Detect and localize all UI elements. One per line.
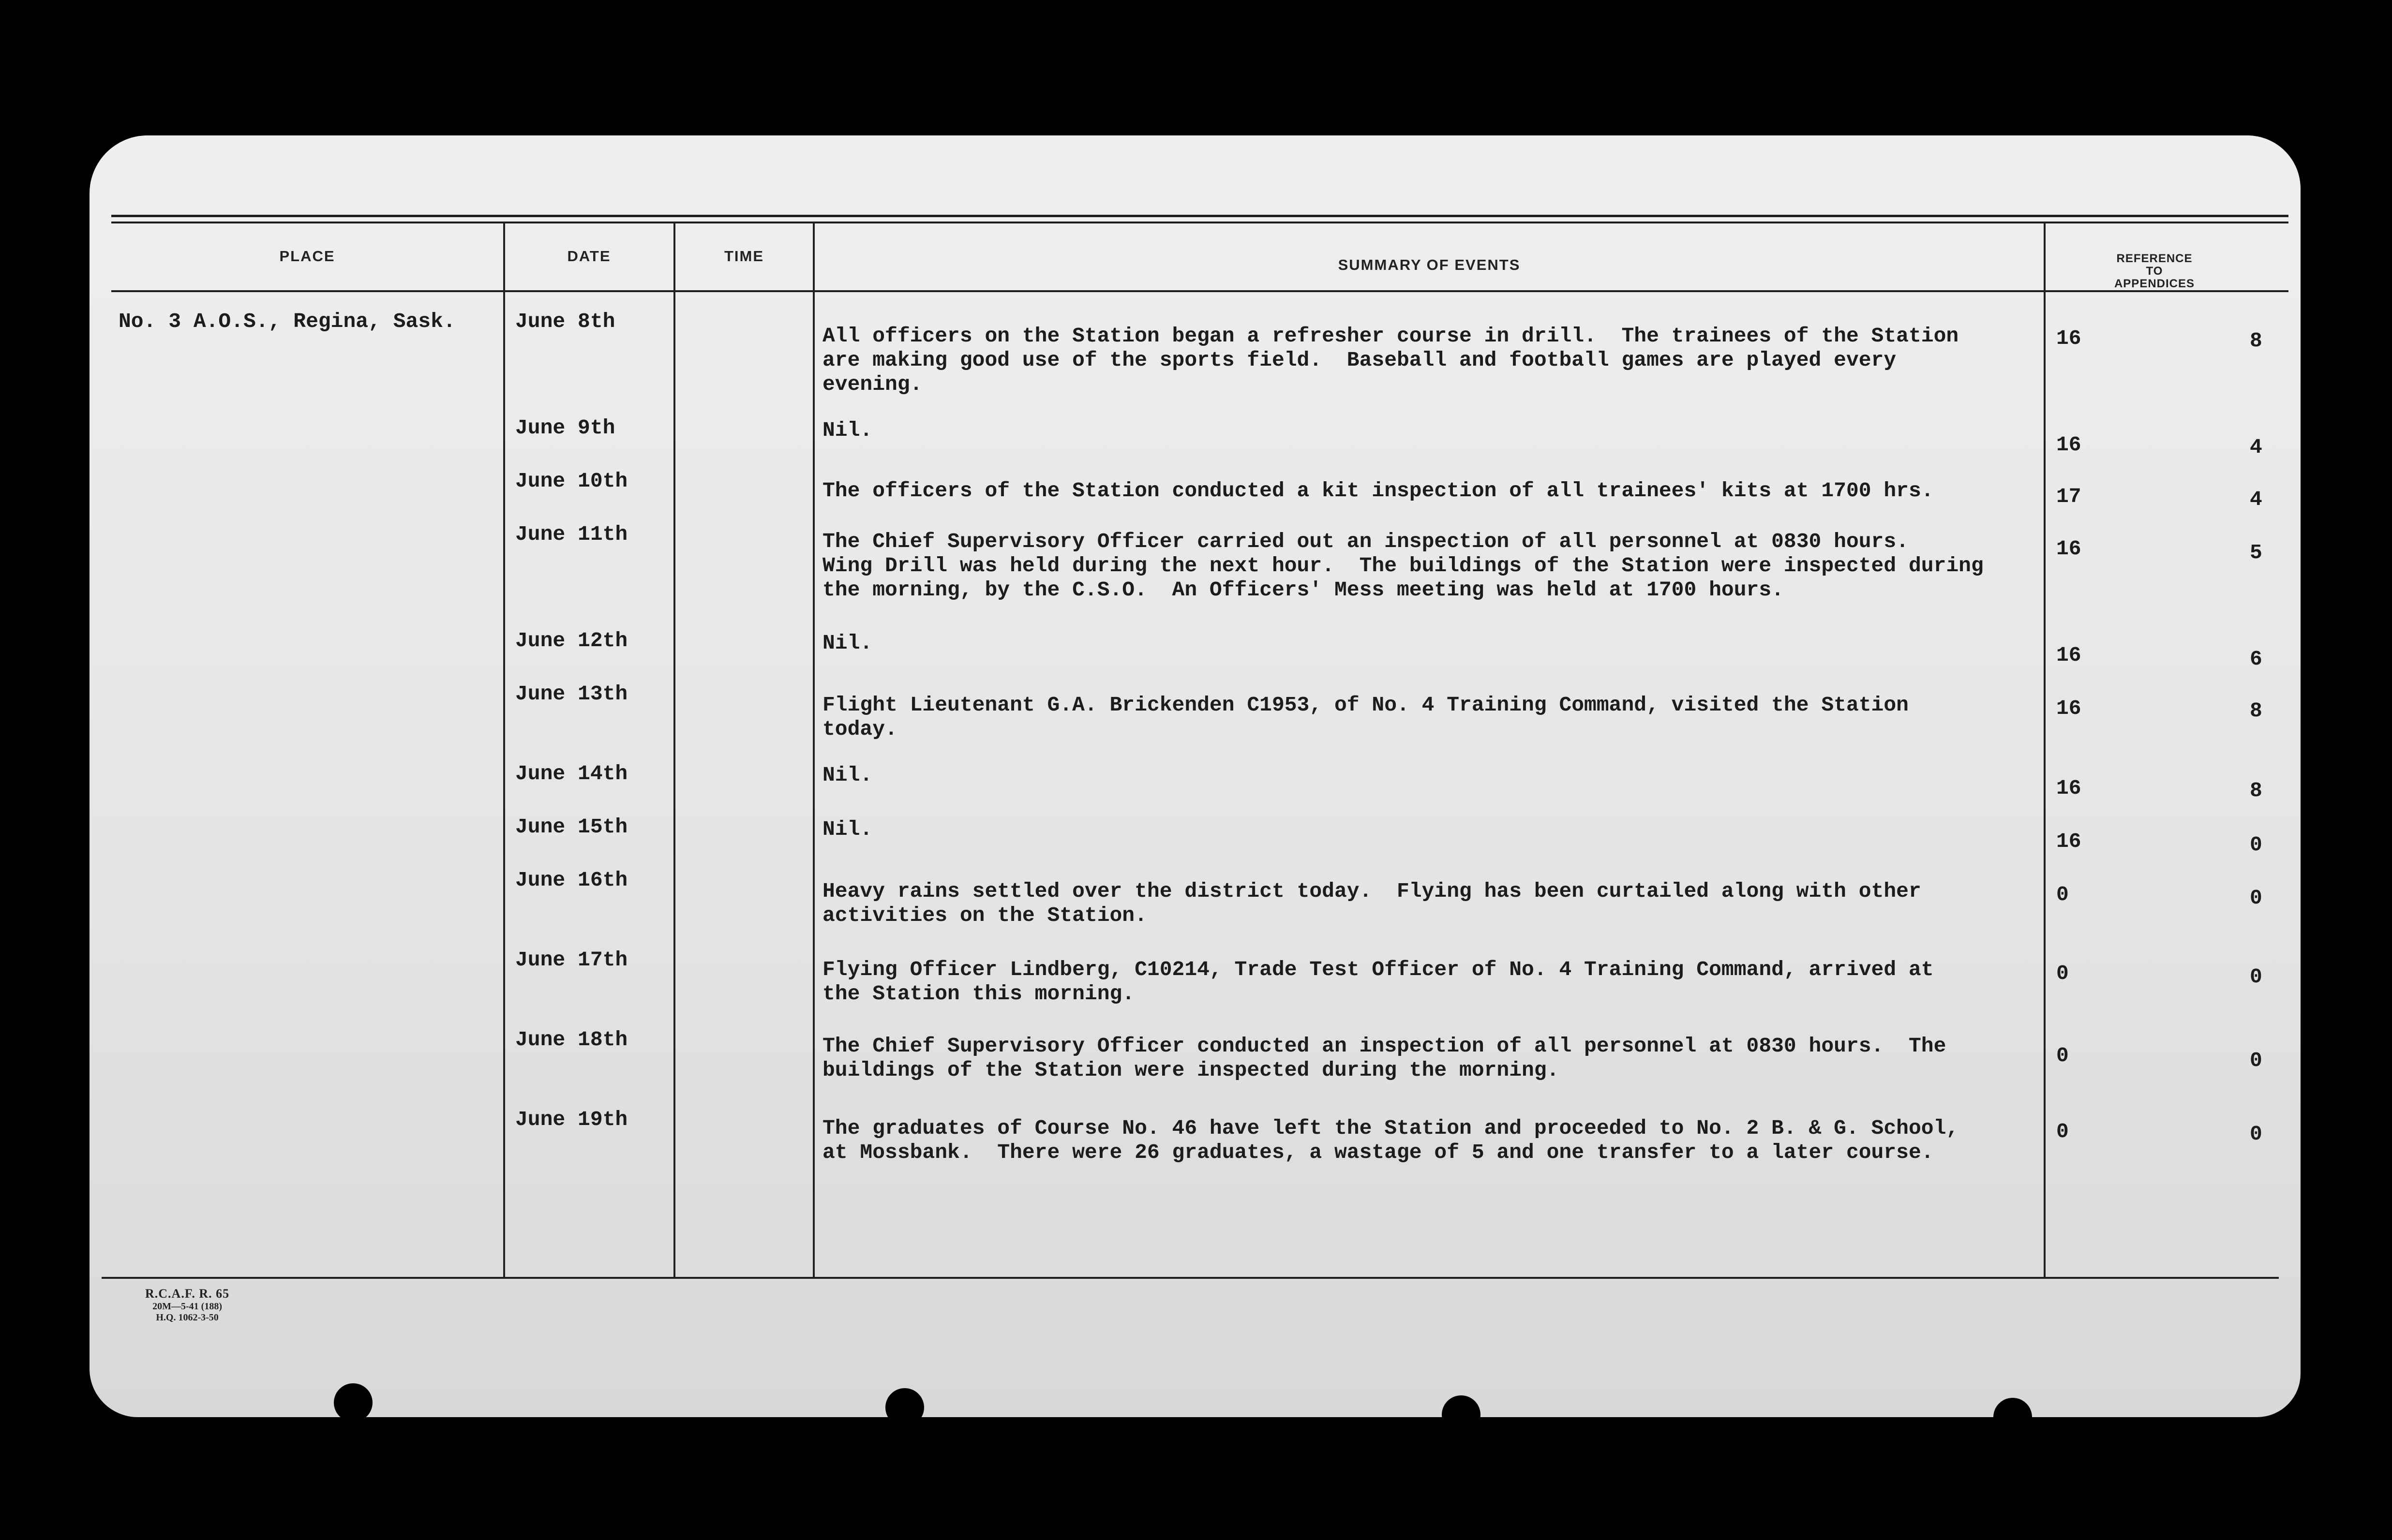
entry-date: June 17th <box>515 948 628 972</box>
entry-summary: The Chief Supervisory Officer carried out an inspection of all personnel at 0830 hours. Wing Drill was held during the next hour. The buildings of the Station were inspected during the morning, by the C.S.O. An Officers' Mess meeting was held at 1700 hours. <box>822 530 1984 602</box>
binder-hole <box>1442 1395 1480 1434</box>
entry-reference-a: 16 <box>2056 776 2081 800</box>
entry-reference-a: 17 <box>2056 485 2081 508</box>
column-divider-date-time <box>673 223 675 1277</box>
entry-date: June 19th <box>515 1108 628 1131</box>
entry-reference-b: 0 <box>2250 965 2262 989</box>
binder-hole <box>1993 1398 2032 1436</box>
bottom-rule <box>102 1277 2279 1279</box>
entry-date: June 13th <box>515 682 628 706</box>
entry-reference-b: 0 <box>2250 833 2262 857</box>
entry-date: June 9th <box>515 416 615 440</box>
top-rule-outer <box>111 215 2288 217</box>
entry-date: June 10th <box>515 469 628 493</box>
entry-reference-b: 6 <box>2250 647 2262 671</box>
form-number: R.C.A.F. R. 65 <box>145 1287 230 1301</box>
entry-summary: Nil. <box>822 817 873 841</box>
entry-reference-a: 16 <box>2056 696 2081 720</box>
entry-summary: Flying Officer Lindberg, C10214, Trade Test Officer of No. 4 Training Command, arrived at the Station this morning. <box>822 958 1934 1006</box>
entry-reference-a: 0 <box>2056 1044 2069 1067</box>
entry-summary: The graduates of Course No. 46 have left the Station and proceeded to No. 2 B. & G. School, at Mossbank. There were 26 graduates, a wastage of 5 and one transfer to a later course. <box>822 1116 1959 1164</box>
entry-reference-a: 0 <box>2056 883 2069 906</box>
entry-reference-b: 4 <box>2250 435 2262 459</box>
entry-summary: Nil. <box>822 763 873 787</box>
print-run: 20M—5-41 (188) <box>152 1301 222 1312</box>
date-column-header: DATE <box>567 248 611 265</box>
entry-reference-a: 0 <box>2056 962 2069 985</box>
entry-reference-b: 8 <box>2250 779 2262 802</box>
form-identifier <box>145 1287 229 1323</box>
place-column-header: PLACE <box>279 248 335 265</box>
entry-reference-a: 16 <box>2056 643 2081 667</box>
entry-reference-b: 0 <box>2250 1122 2262 1146</box>
entry-date: June 18th <box>515 1028 628 1051</box>
entry-summary: Flight Lieutenant G.A. Brickenden C1953, of No. 4 Training Command, visited the Station today. <box>822 693 1909 741</box>
reference-column-header: REFERENCE TO APPENDICES <box>2114 252 2195 290</box>
entry-reference-a: 0 <box>2056 1120 2069 1143</box>
time-column-header: TIME <box>724 248 764 265</box>
entry-reference-a: 16 <box>2056 433 2081 457</box>
entry-date: June 16th <box>515 868 628 892</box>
column-divider-time-summary <box>813 223 815 1277</box>
entry-reference-a: 16 <box>2056 829 2081 853</box>
entry-reference-b: 0 <box>2250 1049 2262 1072</box>
hq-reference: H.Q. 1062-3-50 <box>156 1312 219 1323</box>
summary-column-header: SUMMARY OF EVENTS <box>1338 256 1521 273</box>
entry-summary: All officers on the Station began a refresher course in drill. The trainees of the Station are making good use of the sports field. Baseball and football games are played every evening. <box>822 324 1959 396</box>
entry-summary: The officers of the Station conducted a kit inspection of all trainees' kits at 1700 hrs. <box>822 479 1934 503</box>
place-value: No. 3 A.O.S., Regina, Sask. <box>119 310 456 333</box>
header-rule <box>111 290 2288 292</box>
binder-hole <box>885 1388 924 1427</box>
entry-date: June 14th <box>515 762 628 785</box>
binder-hole <box>334 1383 373 1422</box>
entry-reference-b: 8 <box>2250 329 2262 353</box>
entry-reference-b: 4 <box>2250 488 2262 511</box>
entry-reference-b: 5 <box>2250 541 2262 564</box>
top-rule-inner <box>111 222 2288 223</box>
entry-date: June 12th <box>515 629 628 652</box>
entry-summary: Nil. <box>822 418 873 442</box>
entry-reference-b: 0 <box>2250 886 2262 910</box>
entry-reference-a: 16 <box>2056 537 2081 561</box>
entry-reference-b: 8 <box>2250 699 2262 723</box>
entry-date: June 11th <box>515 522 628 546</box>
column-divider-place-date <box>503 223 505 1277</box>
entry-reference-a: 16 <box>2056 326 2081 350</box>
entry-summary: Nil. <box>822 631 873 655</box>
entry-summary: The Chief Supervisory Officer conducted an inspection of all personnel at 0830 hours. The buildings of the Station were inspected during the morning. <box>822 1034 1946 1082</box>
entry-summary: Heavy rains settled over the district today. Flying has been curtailed along with other activities on the Station. <box>822 879 1921 927</box>
entry-date: June 15th <box>515 815 628 839</box>
entry-date: June 8th <box>515 310 615 333</box>
